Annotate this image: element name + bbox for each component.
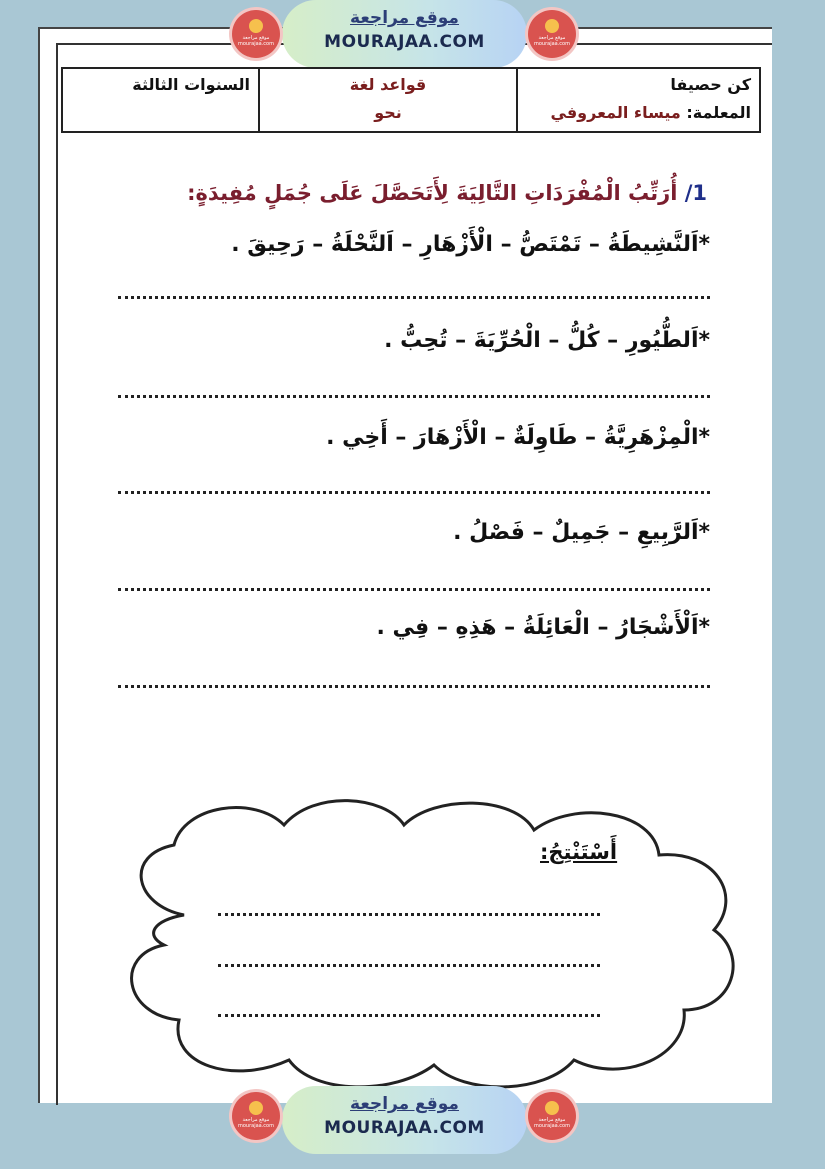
site-name-ar: موقع مراجعة: [350, 1094, 459, 1114]
answer-line-1[interactable]: [118, 296, 710, 299]
answer-line-5[interactable]: [118, 685, 710, 688]
site-name-en: MOURAJAA.COM: [324, 1118, 485, 1138]
header-level-cell: [63, 69, 258, 131]
site-badge-bottom[interactable]: [282, 1086, 527, 1154]
exercise-number: 1/: [684, 181, 707, 205]
conclusion-line-2[interactable]: [218, 964, 600, 967]
site-name-ar: موقع مراجعة: [350, 8, 459, 28]
answer-line-4[interactable]: [118, 588, 710, 591]
header-motto: كن حصيفا: [670, 75, 751, 94]
site-logo-icon: موقع مراجعة mourajaa.com: [528, 1092, 576, 1140]
site-logo-icon: موقع مراجعة mourajaa.com: [528, 10, 576, 58]
header-subject-cell: [258, 69, 516, 131]
exercise-item-5: *اَلْأَشْجَارُ – الْعَائِلَةُ – هَذِهِ – فِي .: [376, 615, 710, 640]
teacher-label: المعلمة:: [686, 103, 751, 122]
teacher-name: ميساء المعروفي: [550, 103, 681, 122]
conclusion-label: أَسْتَنْتِجُ:: [540, 840, 618, 864]
exercise-item-3: *الْمِزْهَرِيَّةُ – طَاوِلَةٌ – الْأَزْهَارَ – أَخِي .: [326, 425, 710, 450]
exercise-instruction: أُرَتِّبُ الْمُفْرَدَاتِ التَّالِيَةَ لِأَتَحَصَّلَ عَلَى جُمَلٍ مُفِيدَةٍ:: [187, 181, 678, 205]
grade-level: السنوات الثالثة: [132, 75, 250, 94]
answer-line-2[interactable]: [118, 395, 710, 398]
site-name-en: MOURAJAA.COM: [324, 32, 485, 52]
exercise-item-4: *اَلرَّبِيعِ – جَمِيلٌ – فَصْلُ .: [453, 520, 710, 545]
answer-line-3[interactable]: [118, 491, 710, 494]
site-logo-icon: موقع مراجعة mourajaa.com: [232, 1092, 280, 1140]
exercise-title: [187, 181, 707, 205]
cloud-shape: [114, 795, 746, 1090]
exercise-item-2: *اَلطُّيُورِ – كُلُّ – الْحُرِّيَةَ – تُحِبُّ .: [384, 328, 710, 353]
subject-line1: قواعد لغة: [349, 75, 427, 94]
conclusion-line-1[interactable]: [218, 913, 600, 916]
site-logo-icon: موقع مراجعة mourajaa.com: [232, 10, 280, 58]
site-badge-top[interactable]: [282, 0, 527, 68]
exercise-item-1: *اَلنَّشِيطَةُ – تَمْتَصُّ – الْأَزْهَارِ – اَلنَّحْلَةُ – رَحِيقَ .: [231, 232, 710, 257]
conclusion-line-3[interactable]: [218, 1014, 600, 1017]
header-table: [61, 67, 761, 133]
header-teacher-cell: [516, 69, 759, 131]
subject-line2: نحو: [374, 103, 402, 122]
